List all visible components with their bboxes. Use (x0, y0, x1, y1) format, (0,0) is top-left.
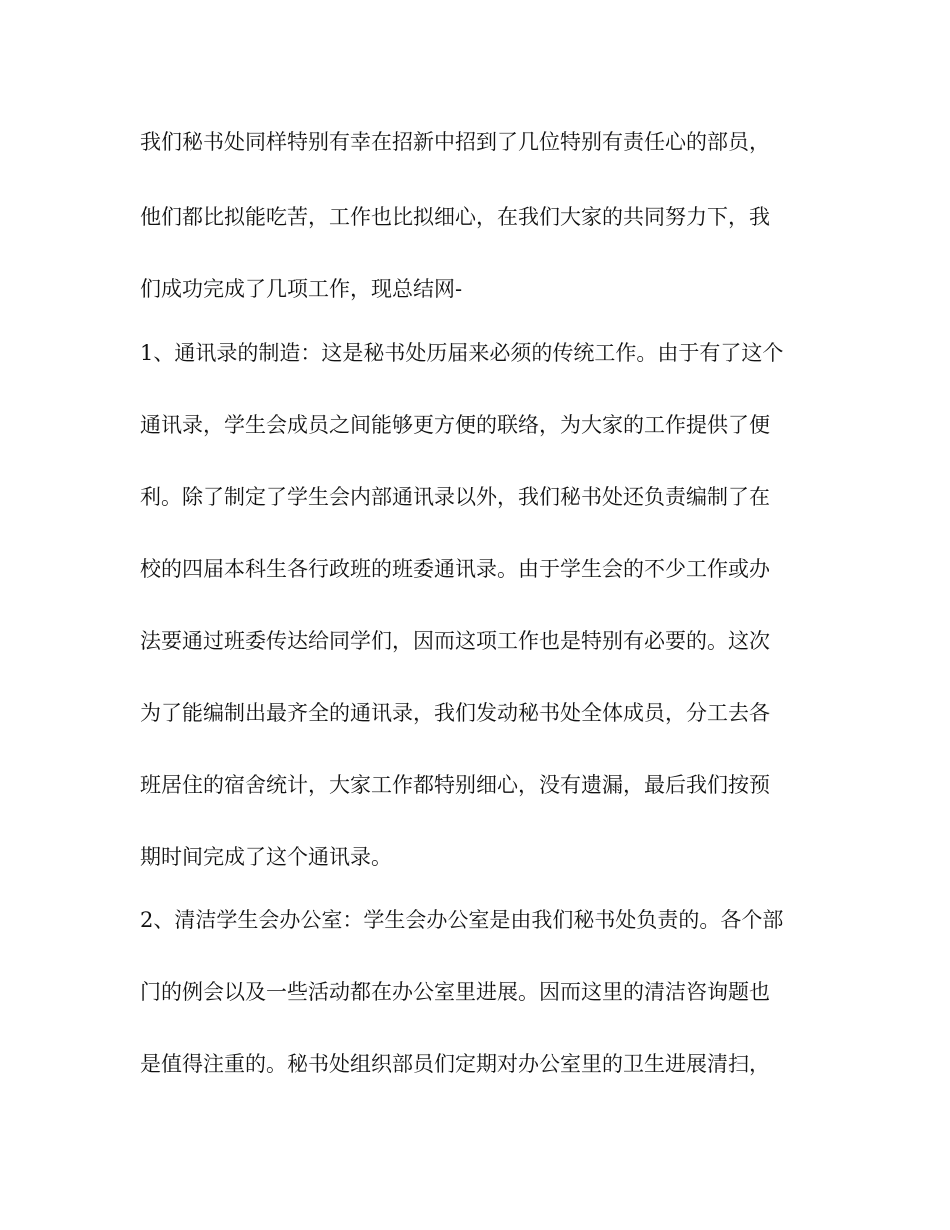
text-line: 1、通讯录的制造：这是秘书处历届来必须的传统工作。由于有了这个 (140, 341, 784, 365)
text-line: 为了能编制出最齐全的通讯录，我们发动秘书处全体成员，分工去各 (140, 701, 770, 725)
text-line: 门的例会以及一些活动都在办公室里进展。因而这里的清洁咨询题也 (140, 980, 770, 1004)
text-line: 通讯录，学生会成员之间能够更方便的联络，为大家的工作提供了便 (140, 413, 770, 437)
text-line: 他们都比拟能吃苦，工作也比拟细心，在我们大家的共同努力下，我 (140, 205, 770, 229)
text-line: 们成功完成了几项工作，现总结网- (140, 277, 463, 301)
text-line: 班居住的宿舍统计，大家工作都特别细心，没有遗漏，最后我们按预 (140, 773, 770, 797)
text-line: 期时间完成了这个通讯录。 (140, 845, 392, 869)
text-line: 法要通过班委传达给同学们，因而这项工作也是特别有必要的。这次 (140, 629, 770, 653)
text-line: 我们秘书处同样特别有幸在招新中招到了几位特别有责任心的部员， (140, 130, 770, 154)
text-line: 是值得注重的。秘书处组织部员们定期对办公室里的卫生进展清扫， (140, 1052, 770, 1076)
text-line: 利。除了制定了学生会内部通讯录以外，我们秘书处还负责编制了在 (140, 485, 770, 509)
text-line: 校的四届本科生各行政班的班委通讯录。由于学生会的不少工作或办 (140, 557, 770, 581)
text-line: 2、清洁学生会办公室：学生会办公室是由我们秘书处负责的。各个部 (140, 908, 784, 932)
